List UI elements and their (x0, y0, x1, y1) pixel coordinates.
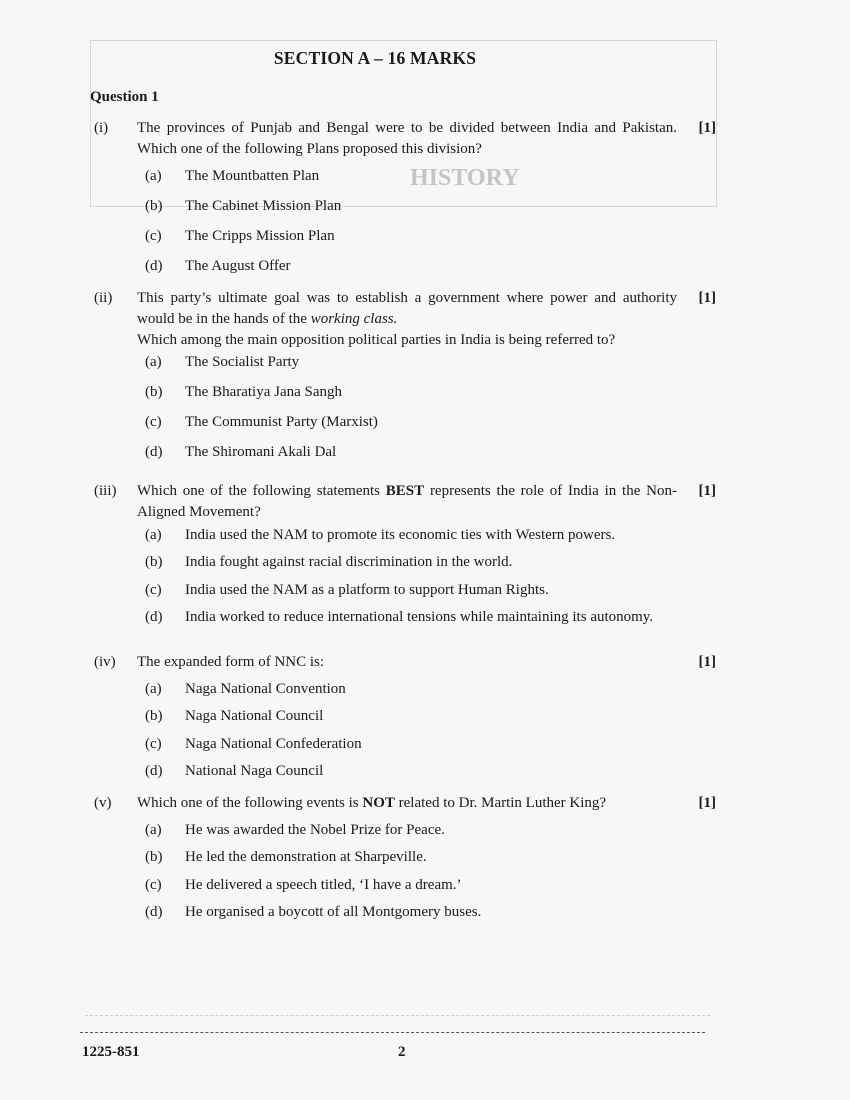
option-b (145, 706, 720, 734)
question-iii (90, 481, 720, 628)
show-through-heading: HISTORY (410, 165, 520, 191)
option-c (145, 412, 720, 442)
option-label: (c) (145, 228, 162, 244)
marks: [1] (698, 795, 716, 811)
stem-text: represents the role of India in the Non-Aligned Movement? (137, 483, 677, 520)
option-text: The August Offer (185, 258, 291, 274)
stem-text: Which among the main opposition political parties in India is being referred to? (137, 332, 616, 348)
option-label: (a) (145, 681, 162, 697)
option-label: (b) (145, 708, 163, 724)
option-text: The Communist Party (Marxist) (185, 414, 378, 430)
option-label: (d) (145, 609, 163, 625)
question-stem (137, 481, 677, 523)
stem-bold: BEST (385, 483, 425, 499)
marks: [1] (698, 290, 716, 306)
option-text: Naga National Convention (185, 681, 346, 697)
option-label: (a) (145, 527, 162, 543)
question-heading: Question 1 (90, 89, 159, 105)
option-label: (d) (145, 904, 163, 920)
stem-text: related to Dr. Martin Luther King? (394, 795, 607, 811)
option-label: (b) (145, 384, 163, 400)
option-a (145, 166, 720, 196)
option-label: (c) (145, 736, 162, 752)
option-d (145, 256, 720, 286)
question-iv (90, 652, 720, 782)
question-number: (ii) (94, 290, 113, 306)
question-v (90, 793, 720, 923)
question-number: (iii) (94, 483, 117, 499)
option-text: India worked to reduce international tensions while maintaining its autonomy. (185, 609, 654, 625)
option-label: (a) (145, 168, 162, 184)
option-text: He led the demonstration at Sharpeville. (185, 849, 427, 865)
option-a (145, 352, 720, 382)
question-ii (90, 288, 720, 472)
option-label: (a) (145, 822, 162, 838)
option-text: National Naga Council (185, 763, 324, 779)
option-text: The Shiromani Akali Dal (185, 444, 337, 460)
option-d (145, 607, 720, 628)
option-b (145, 847, 720, 875)
page-number: 2 (398, 1044, 406, 1060)
option-label: (a) (145, 354, 162, 370)
stem-text: Which one of the following statements (137, 483, 386, 499)
option-text: The Mountbatten Plan (185, 168, 320, 184)
option-a (145, 525, 720, 552)
marks: [1] (698, 654, 716, 670)
stem-text: This party’s ultimate goal was to establish a government where power and authority would be in the hands of the (137, 290, 677, 327)
option-label: (b) (145, 554, 163, 570)
option-text: Naga National Council (185, 708, 324, 724)
section-title: SECTION A – 16 MARKS (273, 48, 477, 68)
option-d (145, 442, 720, 472)
option-label: (c) (145, 877, 162, 893)
option-b (145, 552, 720, 580)
show-through-rule (85, 1015, 710, 1016)
option-label: (d) (145, 444, 163, 460)
question-stem: The provinces of Punjab and Bengal were to be divided between India and Pakistan. Which one of the following Plans proposed this division? (137, 120, 677, 157)
option-label: (b) (145, 849, 163, 865)
option-d (145, 902, 720, 923)
marks: [1] (698, 483, 716, 499)
option-text: Naga National Confederation (185, 736, 362, 752)
option-text: The Bharatiya Jana Sangh (185, 384, 343, 400)
paper-code: 1225-851 (82, 1044, 140, 1060)
option-a (145, 820, 720, 847)
option-c (145, 226, 720, 256)
option-c (145, 875, 720, 902)
stem-italic: working class. (310, 311, 398, 327)
option-text: The Cabinet Mission Plan (185, 198, 342, 214)
footer-divider (80, 1032, 705, 1033)
option-text: He delivered a speech titled, ‘I have a dream.’ (185, 877, 462, 893)
option-label: (d) (145, 763, 163, 779)
question-i (90, 118, 720, 286)
stem-bold: NOT (362, 795, 395, 811)
option-text: The Socialist Party (185, 354, 300, 370)
option-text: India fought against racial discrimination in the world. (185, 554, 513, 570)
option-text: The Cripps Mission Plan (185, 228, 335, 244)
option-label: (c) (145, 414, 162, 430)
option-text: He organised a boycott of all Montgomery buses. (185, 904, 482, 920)
option-label: (d) (145, 258, 163, 274)
marks: [1] (698, 120, 716, 136)
option-label: (c) (145, 582, 162, 598)
option-c (145, 580, 720, 607)
question-number: (iv) (94, 654, 116, 670)
option-a (145, 679, 720, 706)
option-b (145, 382, 720, 412)
option-b (145, 196, 720, 226)
option-c (145, 734, 720, 761)
option-d (145, 761, 720, 782)
question-stem (137, 288, 677, 351)
option-text: He was awarded the Nobel Prize for Peace. (185, 822, 445, 838)
question-number: (v) (94, 795, 112, 811)
stem-text: Which one of the following events is (137, 795, 363, 811)
question-stem: The expanded form of NNC is: (137, 654, 325, 670)
question-number: (i) (94, 120, 109, 136)
option-text: India used the NAM to promote its economic ties with Western powers. (185, 527, 616, 543)
option-label: (b) (145, 198, 163, 214)
question-stem (137, 793, 697, 814)
option-text: India used the NAM as a platform to support Human Rights. (185, 582, 549, 598)
